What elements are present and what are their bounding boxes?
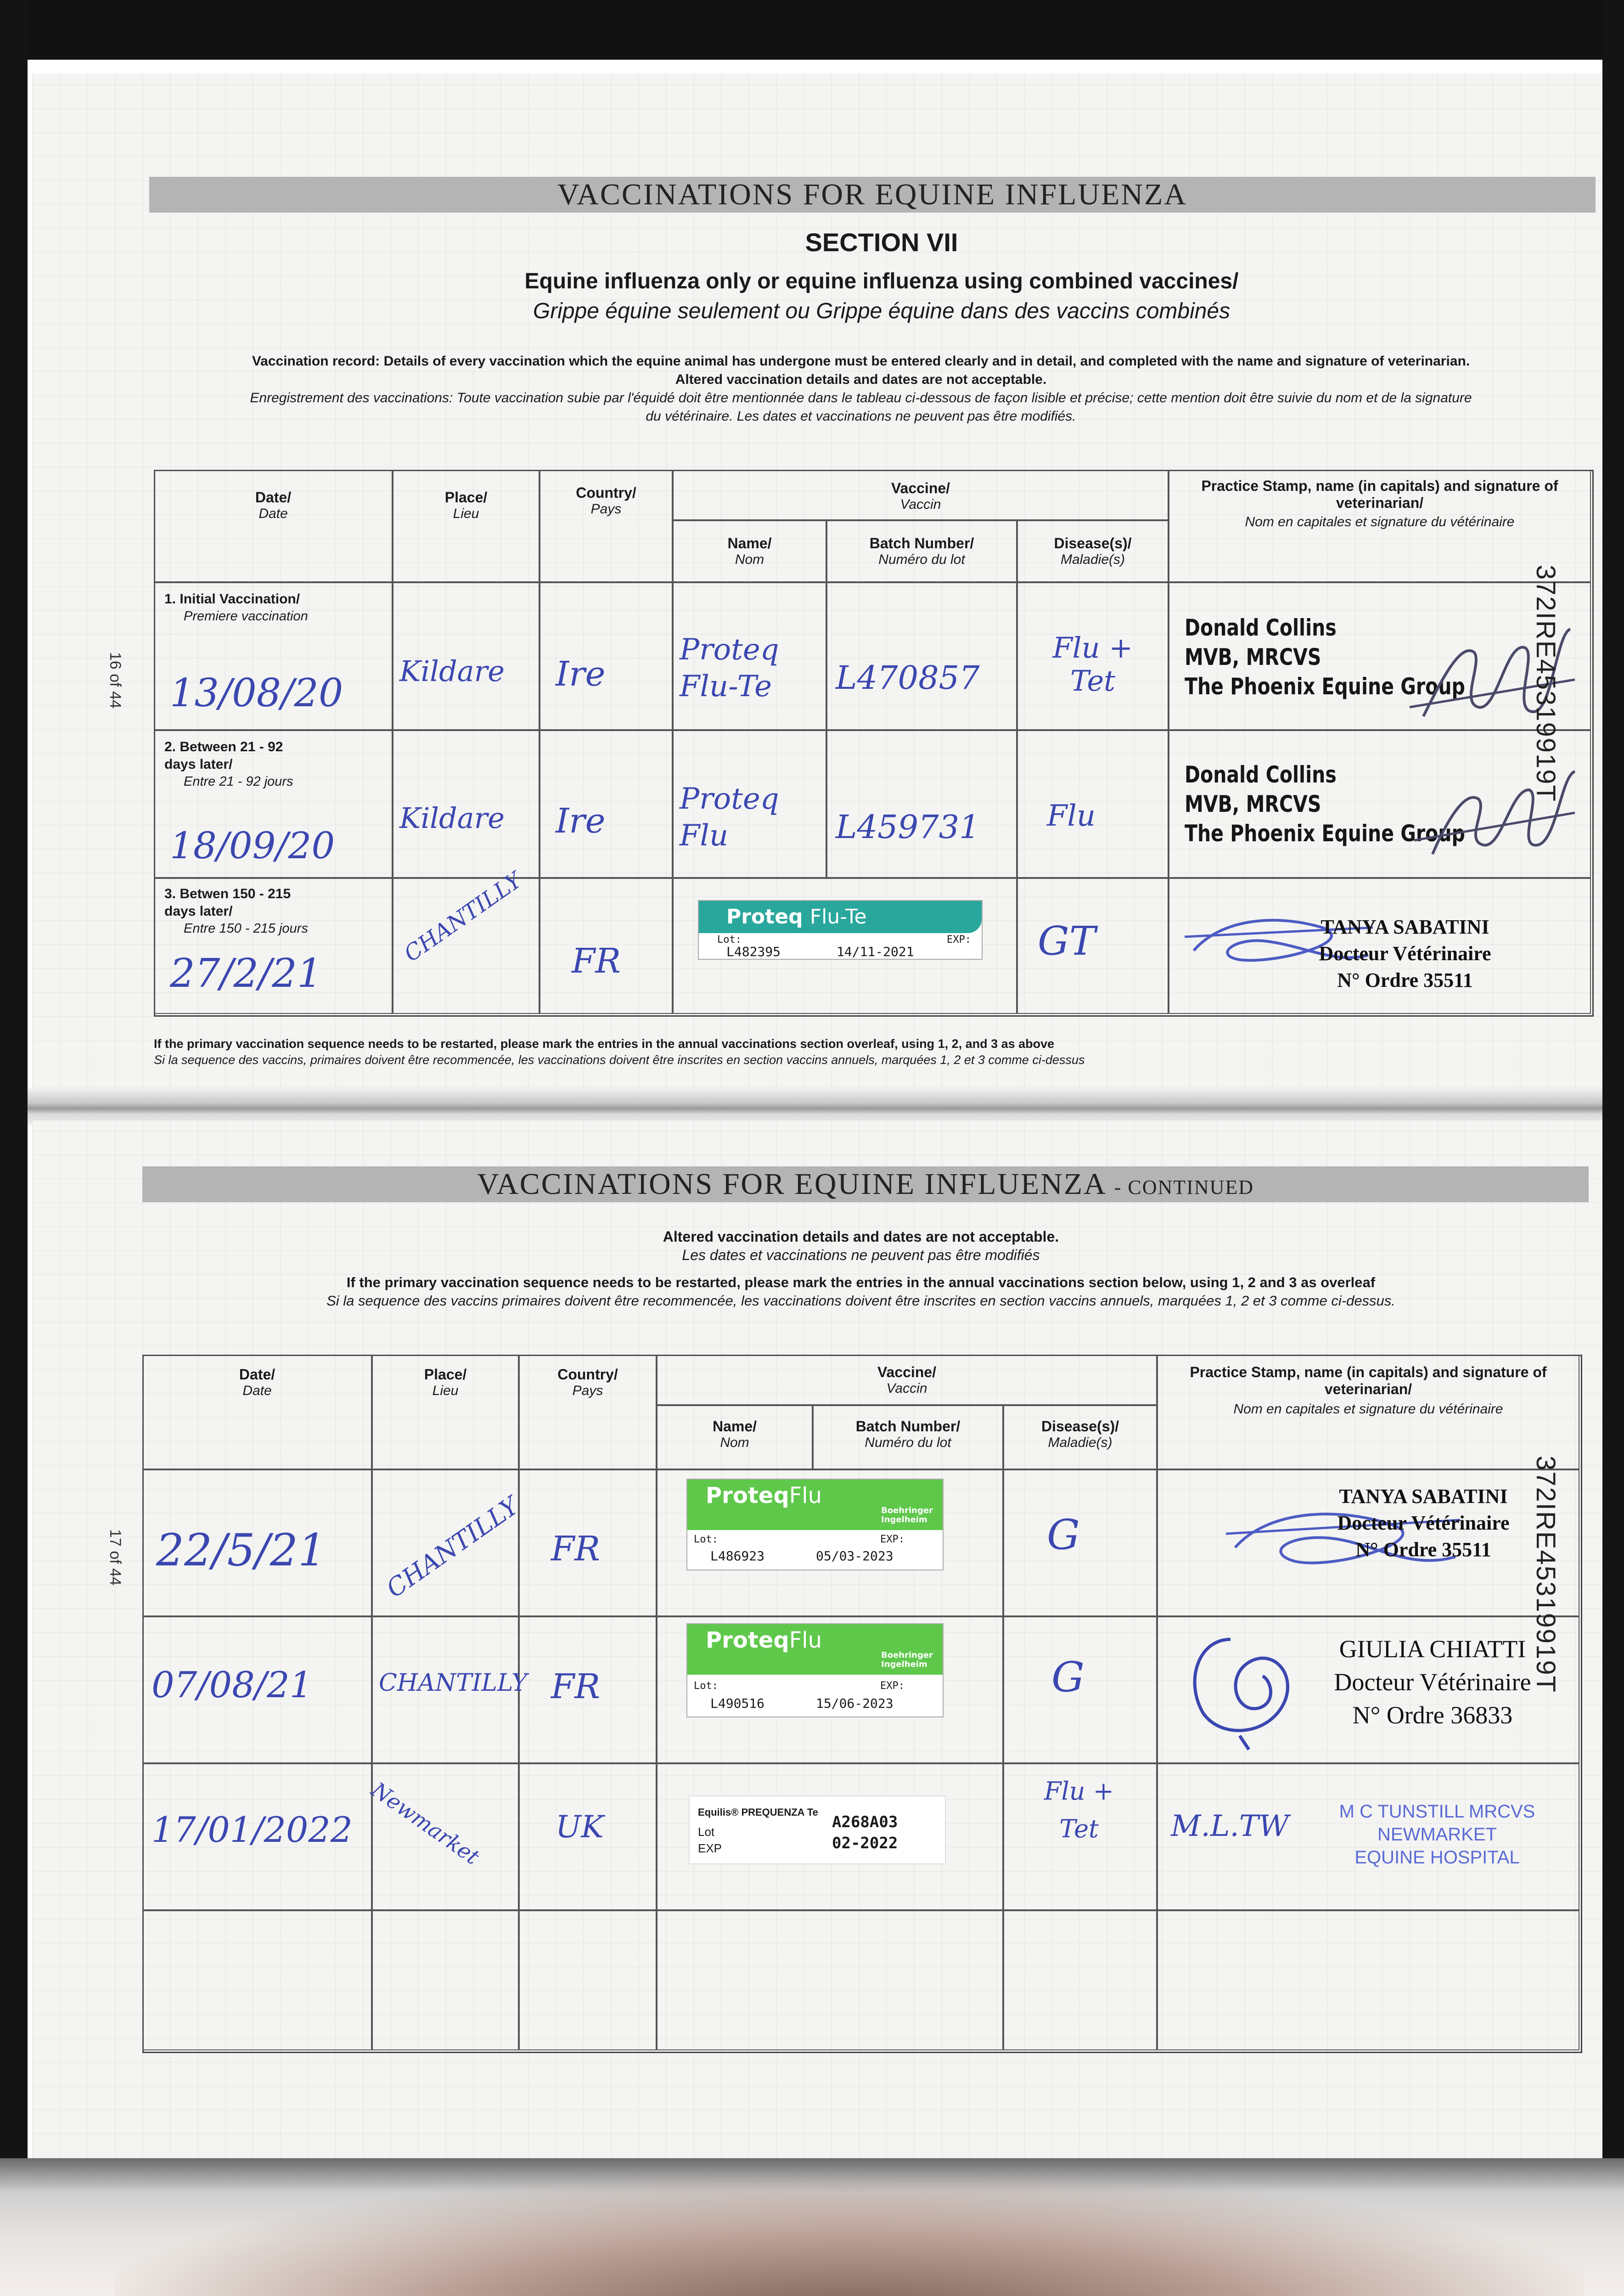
hdr2-name-fr: Nom [720, 1435, 749, 1450]
hdr2-disease: Disease(s)/ [1041, 1418, 1119, 1435]
record-note-en: Vaccination record: Details of every vaccination which the equine animal has undergone must be entered clearly and in detail, and completed with the name and signature of veterinarian. [252, 354, 1470, 369]
hdr-vaccine-fr: Vaccin [900, 497, 941, 512]
row-1-batch-value: L470857 [836, 659, 980, 697]
hdr-date-fr: Date [258, 506, 288, 521]
row-2-disease-value: Flu [1047, 799, 1096, 833]
row2-1-stamp-name: TANYA SABATINI [1339, 1485, 1508, 1508]
row-3-vaccine-sticker [698, 900, 983, 960]
row2-1-disease-value: G [1047, 1511, 1080, 1559]
row2-1-stamp-order: N° Ordre 35511 [1355, 1538, 1491, 1561]
binder-cover-top [0, 0, 1624, 60]
hdr2-country: Country/ [557, 1366, 618, 1383]
sticker-exp-label: EXP: [947, 934, 971, 945]
hdr2-place-fr: Lieu [432, 1383, 459, 1398]
sticker-lot: L482395 [726, 944, 781, 959]
hdr2-stamp: Practice Stamp, name (in capitals) and signature of veterinarian/ [1190, 1364, 1547, 1397]
hdr2-vaccine-fr: Vaccin [886, 1381, 927, 1396]
row2-2-disease-value: G [1051, 1653, 1085, 1701]
restart-note-below-fr: Si la sequence des vaccins primaires doivent être recommencée, les vaccinations doivent être inscrites en section vaccins annuels, marquées 1, 2 et 3 comme ci-dessus. [326, 1293, 1395, 1309]
sticker2-2-product: Flu [789, 1627, 822, 1653]
row-2-label: 2. Between 21 - 92 days later/ [164, 739, 283, 772]
band-title-text: VACCINATIONS FOR EQUINE INFLUENZA [557, 178, 1187, 211]
row-2-name-value: Proteq Flu [680, 782, 779, 853]
record-note-fr2: du vétérinaire. Les dates et vaccinations ne peuvent pas être modifiés. [646, 409, 1076, 424]
sticker2-1-exp-label: EXP: [880, 1534, 905, 1545]
hdr2-date: Date/ [239, 1366, 275, 1383]
table2-row-4-stamp [1157, 1910, 1579, 2050]
hdr-country: Country/ [576, 484, 636, 501]
row2-1-place-value: CHANTILLY [381, 1491, 524, 1604]
sticker-lot-label: Lot: [717, 934, 742, 945]
row2-2-vaccine-sticker [686, 1623, 944, 1717]
row-3-disease-value: GT [1038, 918, 1096, 964]
sticker2-3-exp-label: EXP [698, 1841, 722, 1855]
row-1-label-fr: Premiere vaccination [184, 609, 308, 624]
sticker2-2-lot-label: Lot: [694, 1680, 718, 1692]
hdr2-name: Name/ [712, 1418, 757, 1435]
band-title-text-2: VACCINATIONS FOR EQUINE INFLUENZA [477, 1167, 1106, 1201]
row-2-stamp-practice: The Phoenix Equine Group [1185, 820, 1465, 847]
passport-page-17 [32, 1120, 1602, 2158]
restart-note-fr: Si la sequence des vaccins, primaires doivent être recommencée, les vaccinations doivent être inscrites en section vaccins annuels, marquées 1, 2 et 3 comme ci-dessus [154, 1053, 1085, 1067]
side-id-top: 372IRE45319919T [1531, 565, 1561, 802]
restart-note-below-en: If the primary vaccination sequence needs to be restarted, please mark the entries in the annual vaccinations section below, using 1, 2 and 3 as overleaf [346, 1274, 1376, 1290]
row-1-place-value: Kildare [399, 654, 505, 688]
row2-3-date-value: 17/01/2022 [152, 1809, 353, 1850]
row2-1-stamp-title: Docteur Vétérinaire [1337, 1512, 1510, 1534]
passport-page-16 [32, 73, 1602, 1088]
sticker2-2-brand: Proteq [706, 1627, 789, 1653]
row2-2-stamp [1318, 1632, 1547, 1732]
side-id-bottom: 372IRE45319919T [1531, 1456, 1561, 1693]
row2-2-date-value: 07/08/21 [152, 1665, 313, 1706]
hdr-country-fr: Pays [590, 501, 622, 517]
row-3-place-value: CHANTILLY [399, 867, 527, 967]
sticker2-2-lot: L490516 [710, 1696, 765, 1711]
hdr2-batch: Batch Number/ [855, 1418, 961, 1435]
band-title-suffix: - CONTINUED [1114, 1176, 1254, 1199]
page-number-16: 16 of 44 [107, 652, 124, 709]
altered-note-fr: Les dates et vaccinations ne peuvent pas être modifiés [682, 1247, 1040, 1263]
row-2-stamp-name: Donald Collins [1185, 761, 1337, 788]
altered-note-en: Altered vaccination details and dates are not acceptable. [663, 1228, 1059, 1245]
row-3-stamp-order: N° Ordre 35511 [1337, 969, 1473, 991]
row2-3-disease-value: Flu + Tet [1044, 1777, 1114, 1843]
row-1-date-value: 13/08/20 [170, 670, 343, 715]
row-1-label: 1. Initial Vaccination/ [164, 591, 300, 607]
sticker2-2-maker: Boehringer Ingelheim [881, 1650, 933, 1669]
row-3-country-value: FR [572, 941, 621, 981]
page-number-17: 17 of 44 [107, 1529, 124, 1586]
hand-shadow [115, 2177, 1584, 2296]
row2-3-stamp-place: NEWMARKET [1377, 1824, 1497, 1845]
row-2-country-value: Ire [556, 801, 606, 841]
row-2-label-fr: Entre 21 - 92 jours [184, 774, 293, 789]
hdr2-disease-fr: Maladie(s) [1048, 1435, 1113, 1450]
row-1-stamp-practice: The Phoenix Equine Group [1185, 673, 1465, 700]
sticker-brand-bar [699, 901, 982, 933]
row2-3-vaccine-sticker [689, 1795, 946, 1864]
sticker2-3-lot-label: Lot [698, 1825, 715, 1839]
row2-2-signature-icon [1171, 1621, 1309, 1754]
row-3-stamp [1281, 914, 1529, 994]
sticker2-2-exp: 15/06-2023 [816, 1696, 893, 1711]
sticker-product: Flu-Te [809, 905, 867, 929]
sticker2-1-brand-bar [687, 1480, 943, 1530]
hdr-date-cell [154, 470, 393, 582]
sticker2-1-brand: Proteq [706, 1483, 789, 1508]
restart-note-en: If the primary vaccination sequence needs to be restarted, please mark the entries in the annual vaccinations section overleaf, using 1, 2, and 3 as above [154, 1037, 1055, 1051]
row2-3-signature: M.L.TW [1171, 1809, 1289, 1843]
table2-row-1-disease [1003, 1469, 1157, 1616]
row-1-name-value: Proteq Flu-Te [680, 633, 779, 703]
sticker-brand: Proteq [726, 905, 803, 929]
hdr2-date-fr: Date [242, 1383, 272, 1398]
hdr-name-fr: Nom [735, 552, 764, 567]
hdr2-vaccine: Vaccine/ [877, 1364, 937, 1380]
row2-2-country-value: FR [551, 1667, 601, 1706]
row2-3-place-value: Newmarket [367, 1777, 484, 1870]
hdr-place: Place/ [444, 489, 488, 506]
section-title: SECTION VII [805, 228, 958, 257]
row2-1-country-value: FR [551, 1529, 601, 1569]
sticker2-1-maker: Boehringer Ingelheim [881, 1506, 933, 1525]
table-row-1-batch [826, 582, 1017, 730]
table-row-2-batch [826, 730, 1017, 878]
row-2-stamp-qual: MVB, MRCVS [1185, 791, 1321, 817]
row2-2-place-value: CHANTILLY [379, 1669, 528, 1697]
hdr-batch: Batch Number/ [869, 535, 974, 551]
hdr-place-cell [393, 470, 539, 582]
hdr-name: Name/ [727, 535, 772, 551]
table2-row-4-vaccine [657, 1910, 1003, 2050]
hdr2-place: Place/ [424, 1366, 467, 1383]
table2-row-4-country [519, 1910, 657, 2050]
table2-row-4-disease [1003, 1910, 1157, 2050]
row2-3-stamp [1318, 1800, 1557, 1869]
row2-1-stamp [1304, 1483, 1543, 1563]
band-title [149, 177, 1596, 213]
sticker2-1-product: Flu [789, 1483, 822, 1508]
hdr-place-fr: Lieu [453, 506, 479, 521]
sticker2-1-lot-label: Lot: [694, 1534, 718, 1545]
subtitle-fr: Grippe équine seulement ou Grippe équine dans des vaccins combinés [533, 299, 1231, 323]
sticker2-2-brand-bar [687, 1624, 943, 1675]
binder-cover-left [0, 0, 28, 2213]
row-3-label-fr: Entre 150 - 215 jours [184, 921, 308, 936]
row-3-date-value: 27/2/21 [170, 951, 322, 996]
row2-1-vaccine-sticker [686, 1479, 944, 1570]
hdr2-batch-fr: Numéro du lot [865, 1435, 951, 1450]
hdr-batch-fr: Numéro du lot [878, 552, 965, 567]
row2-3-stamp-hospital: EQUINE HOSPITAL [1354, 1847, 1520, 1868]
table2-row-4-place [372, 1910, 519, 2050]
row2-3-country-value: UK [556, 1809, 604, 1845]
sticker2-3-brand: Equilis® PREQUENZA Te [698, 1806, 818, 1818]
row-2-date-value: 18/09/20 [170, 824, 335, 867]
hdr-date: Date/ [255, 489, 292, 506]
row-2-batch-value: L459731 [836, 808, 980, 846]
sticker2-2-exp-label: EXP: [880, 1680, 905, 1692]
table2-row-4-date [142, 1910, 372, 2050]
row2-2-stamp-title: Docteur Vétérinaire [1334, 1668, 1531, 1696]
row2-1-date-value: 22/5/21 [156, 1525, 326, 1576]
sticker2-1-exp: 05/03-2023 [816, 1548, 893, 1564]
sticker2-3-exp: 02-2022 [832, 1834, 898, 1852]
hdr-vaccine: Vaccine/ [891, 480, 950, 496]
row-1-stamp-qual: MVB, MRCVS [1185, 644, 1321, 670]
hdr-stamp: Practice Stamp, name (in capitals) and signature of veterinarian/ [1201, 478, 1558, 511]
row2-3-stamp-name: M C TUNSTILL MRCVS [1339, 1801, 1535, 1822]
hdr-disease: Disease(s)/ [1054, 535, 1132, 551]
row-1-disease-value: Flu + Tet [1052, 631, 1133, 698]
binder-cover-right [1602, 0, 1624, 2213]
row-2-place-value: Kildare [399, 801, 505, 835]
row-3-stamp-name: TANYA SABATINI [1321, 916, 1489, 938]
sticker2-1-lot: L486923 [710, 1548, 765, 1564]
row-1-stamp-name: Donald Collins [1185, 614, 1337, 641]
record-note-en2: Altered vaccination details and dates are not acceptable. [675, 372, 1047, 387]
hdr2-country-fr: Pays [572, 1383, 603, 1398]
row2-2-stamp-name: GIULIA CHIATTI [1339, 1635, 1526, 1663]
row-3-stamp-title: Docteur Vétérinaire [1319, 942, 1491, 965]
hdr2-stamp-fr: Nom en capitales et signature du vétérinaire [1233, 1401, 1503, 1417]
record-note-fr: Enregistrement des vaccinations: Toute vaccination subie par l'équidé doit être mentionnée dans le tableau ci-dessous de façon lisible et précise; cette mention doit être suivie du nom et de la signature [250, 390, 1472, 405]
sticker-exp: 14/11-2021 [837, 944, 914, 959]
band-title-continued [142, 1166, 1589, 1202]
row-1-country-value: Ire [556, 654, 606, 694]
hdr-disease-fr: Maladie(s) [1060, 552, 1125, 567]
sticker2-3-lot: A268A03 [832, 1813, 898, 1831]
subtitle-en: Equine influenza only or equine influenza using combined vaccines/ [524, 269, 1239, 293]
row-3-label: 3. Betwen 150 - 215 days later/ [164, 886, 291, 919]
row2-2-stamp-order: N° Ordre 36833 [1352, 1701, 1513, 1729]
hdr-stamp-fr: Nom en capitales et signature du vétérinaire [1245, 514, 1515, 529]
page-fold [28, 1088, 1602, 1125]
